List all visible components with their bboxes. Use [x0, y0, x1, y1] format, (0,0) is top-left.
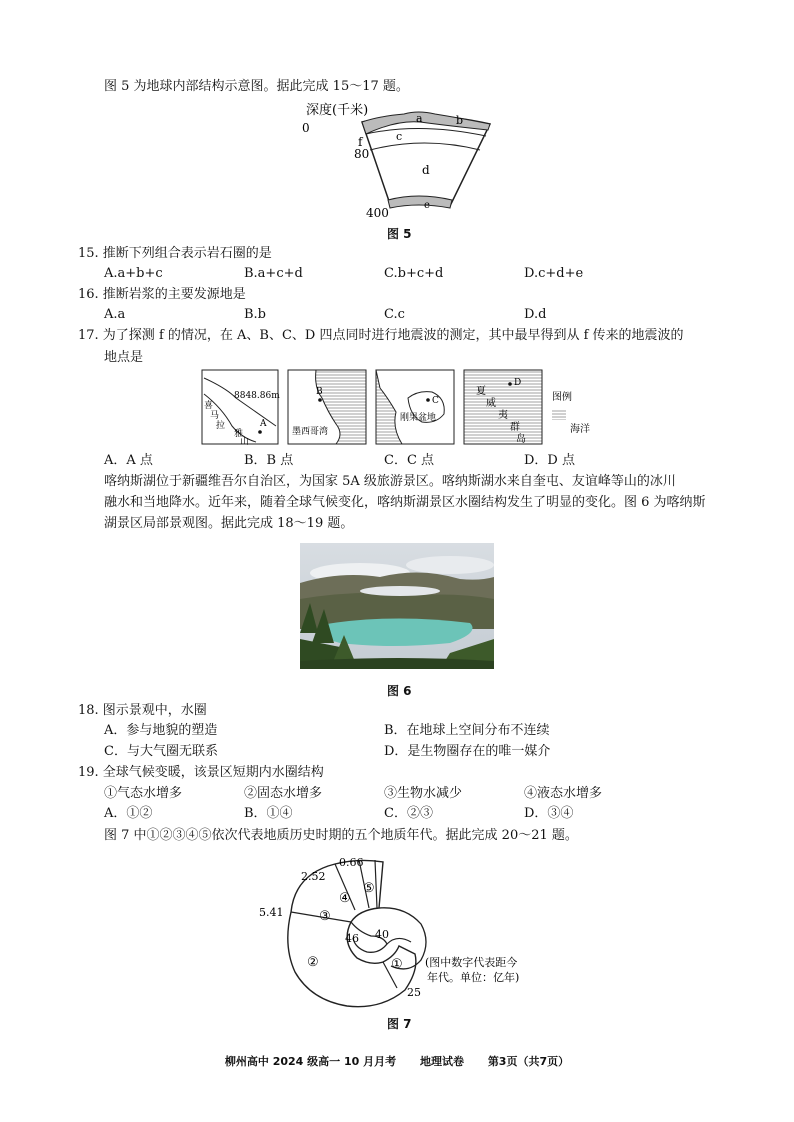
- map-d-point: D: [514, 378, 522, 388]
- q19-stem: 19. 全球气候变暖，该景区短期内水圈结构: [78, 765, 324, 780]
- map-a-range-1: 喜: [204, 401, 214, 411]
- q15-option-d: D.c+d+e: [524, 266, 584, 281]
- fig7-era-4: ④: [339, 891, 351, 906]
- fig5-depth-0: 0: [302, 121, 310, 135]
- q16-option-c: C.c: [384, 307, 405, 322]
- map-a-range-5: 山: [240, 437, 250, 446]
- map-d-island-5: 岛: [516, 434, 526, 445]
- fig7-note-line2: 年代。单位：亿年): [427, 971, 520, 984]
- map-a: [202, 370, 280, 446]
- fig5-axis-title: 深度(千米): [306, 103, 369, 118]
- q19-option-d: D．③④: [524, 806, 574, 821]
- fig5-label-b: b: [456, 114, 464, 127]
- passage-line2: 融水和当地降水。近年来，随着全球气候变化，喀纳斯湖景区水圈结构发生了明显的变化。图 6 为喀纳斯: [104, 495, 706, 510]
- fig7-era-3: ③: [319, 909, 331, 924]
- fig6-caption: 图 6: [387, 684, 412, 698]
- q17-stem-line1: 17. 为了探测 f 的情况，在 A、B、C、D 四点同时进行地震波的测定，其中最早得到从 f 传来的地震波的: [78, 328, 684, 343]
- fig7-num-5-41: 5.41: [259, 906, 284, 919]
- legend-ocean: 海洋: [570, 424, 590, 435]
- map-b-point: B: [316, 387, 323, 397]
- map-a-point: A: [260, 419, 267, 429]
- q18-option-a: A．参与地貌的塑造: [104, 723, 218, 738]
- map-d-island-1: 夏: [476, 386, 486, 397]
- q17-option-b: B．B 点: [244, 453, 294, 468]
- q16-option-a: A.a: [104, 307, 126, 322]
- fig5-label-f: f: [358, 135, 363, 149]
- map-d-island-2: 威: [486, 398, 496, 409]
- map-c-basin: 刚果盆地: [400, 413, 437, 423]
- fig7-num-0-66: 0.66: [339, 856, 364, 869]
- q15-option-a: A.a+b+c: [104, 266, 163, 281]
- q15-stem: 15. 推断下列组合表示岩石圈的是: [78, 246, 272, 261]
- map-d-island-4: 群: [510, 422, 520, 433]
- q19-item-1: ①气态水增多: [104, 786, 183, 801]
- map-a-range-4: 雅: [234, 429, 244, 439]
- q15-option-c: C.b+c+d: [384, 266, 444, 281]
- footer-subject: 地理试卷: [419, 1055, 464, 1068]
- fig5-label-a: a: [416, 112, 423, 125]
- fig7-num-40: 40: [375, 928, 389, 941]
- passage-line3: 湖景区局部景观图。据此完成 18～19 题。: [104, 516, 354, 531]
- fig7-note-line1: (图中数字代表距今: [425, 956, 518, 969]
- footer-exam: 柳州高中 2024 级高一 10 月月考: [224, 1055, 397, 1068]
- q17-option-a: A．A 点: [104, 453, 153, 468]
- legend-title: 图例: [552, 392, 572, 403]
- fig5-label-e: e: [424, 200, 430, 211]
- q15-option-b: B.a+c+d: [244, 266, 303, 281]
- map-a-range-3: 拉: [216, 421, 226, 431]
- fig7-era-2: ②: [307, 955, 319, 970]
- map-d: [464, 370, 542, 445]
- q17-option-c: C．C 点: [384, 453, 435, 468]
- fig5-label-d: d: [422, 163, 430, 177]
- fig7-era-1: ①: [391, 957, 403, 972]
- map-b-gulf: 墨西哥湾: [292, 427, 329, 437]
- figure-7-geologic-eras: [255, 850, 545, 1010]
- map-a-range-2: 马: [210, 411, 220, 421]
- q18-option-c: C．与大气圈无联系: [104, 744, 218, 759]
- map-a-peak: 8848.86m: [234, 391, 280, 401]
- fig7-num-2-52: 2.52: [301, 870, 326, 883]
- fig7-era-5: ⑤: [363, 881, 375, 896]
- footer-page: 第3页（共7页）: [487, 1055, 570, 1068]
- fig5-caption: 图 5: [387, 227, 412, 241]
- q19-item-2: ②固态水增多: [244, 786, 323, 801]
- figure-5-earth-structure: [300, 96, 510, 226]
- fig5-label-c: c: [396, 130, 403, 143]
- fig5-depth-400: 400: [366, 206, 389, 220]
- passage-line1: 喀纳斯湖位于新疆维吾尔自治区，为国家 5A 级旅游景区。喀纳斯湖水来自奎屯、友谊峰等山的冰川: [104, 474, 676, 489]
- q19-option-a: A．①②: [104, 806, 153, 821]
- q17-option-d: D．D 点: [524, 453, 575, 468]
- q16-option-b: B.b: [244, 307, 267, 322]
- map-c-point: C: [432, 396, 439, 406]
- fig7-caption: 图 7: [387, 1017, 412, 1031]
- q19-item-4: ④液态水增多: [524, 786, 603, 801]
- q18-option-d: D．是生物圈存在的唯一媒介: [384, 744, 551, 759]
- figure-6-kanas-lake-photo: [300, 543, 494, 669]
- fig7-num-25: 25: [407, 986, 421, 999]
- fig7-num-46: 46: [345, 932, 359, 945]
- q17-maps: [196, 368, 606, 446]
- q19-option-c: C．②③: [384, 806, 433, 821]
- q19-option-b: B．①④: [244, 806, 293, 821]
- intro-fig7: 图 7 中①②③④⑤依次代表地质历史时期的五个地质年代。据此完成 20～21 题。: [104, 828, 578, 843]
- map-c: [376, 370, 454, 444]
- intro-fig5: 图 5 为地球内部结构示意图。据此完成 15～17 题。: [104, 79, 409, 94]
- q19-item-3: ③生物水减少: [384, 786, 463, 801]
- q17-stem-line2: 地点是: [104, 350, 144, 365]
- fig5-depth-80: 80: [354, 147, 370, 161]
- page-footer: [0, 1053, 794, 1069]
- q16-option-d: D.d: [524, 307, 547, 322]
- map-b: [288, 370, 366, 444]
- q18-option-b: B．在地球上空间分布不连续: [384, 723, 550, 738]
- q18-stem: 18. 图示景观中，水圈: [78, 703, 207, 718]
- map-d-island-3: 夷: [498, 410, 508, 421]
- q16-stem: 16. 推断岩浆的主要发源地是: [78, 287, 246, 302]
